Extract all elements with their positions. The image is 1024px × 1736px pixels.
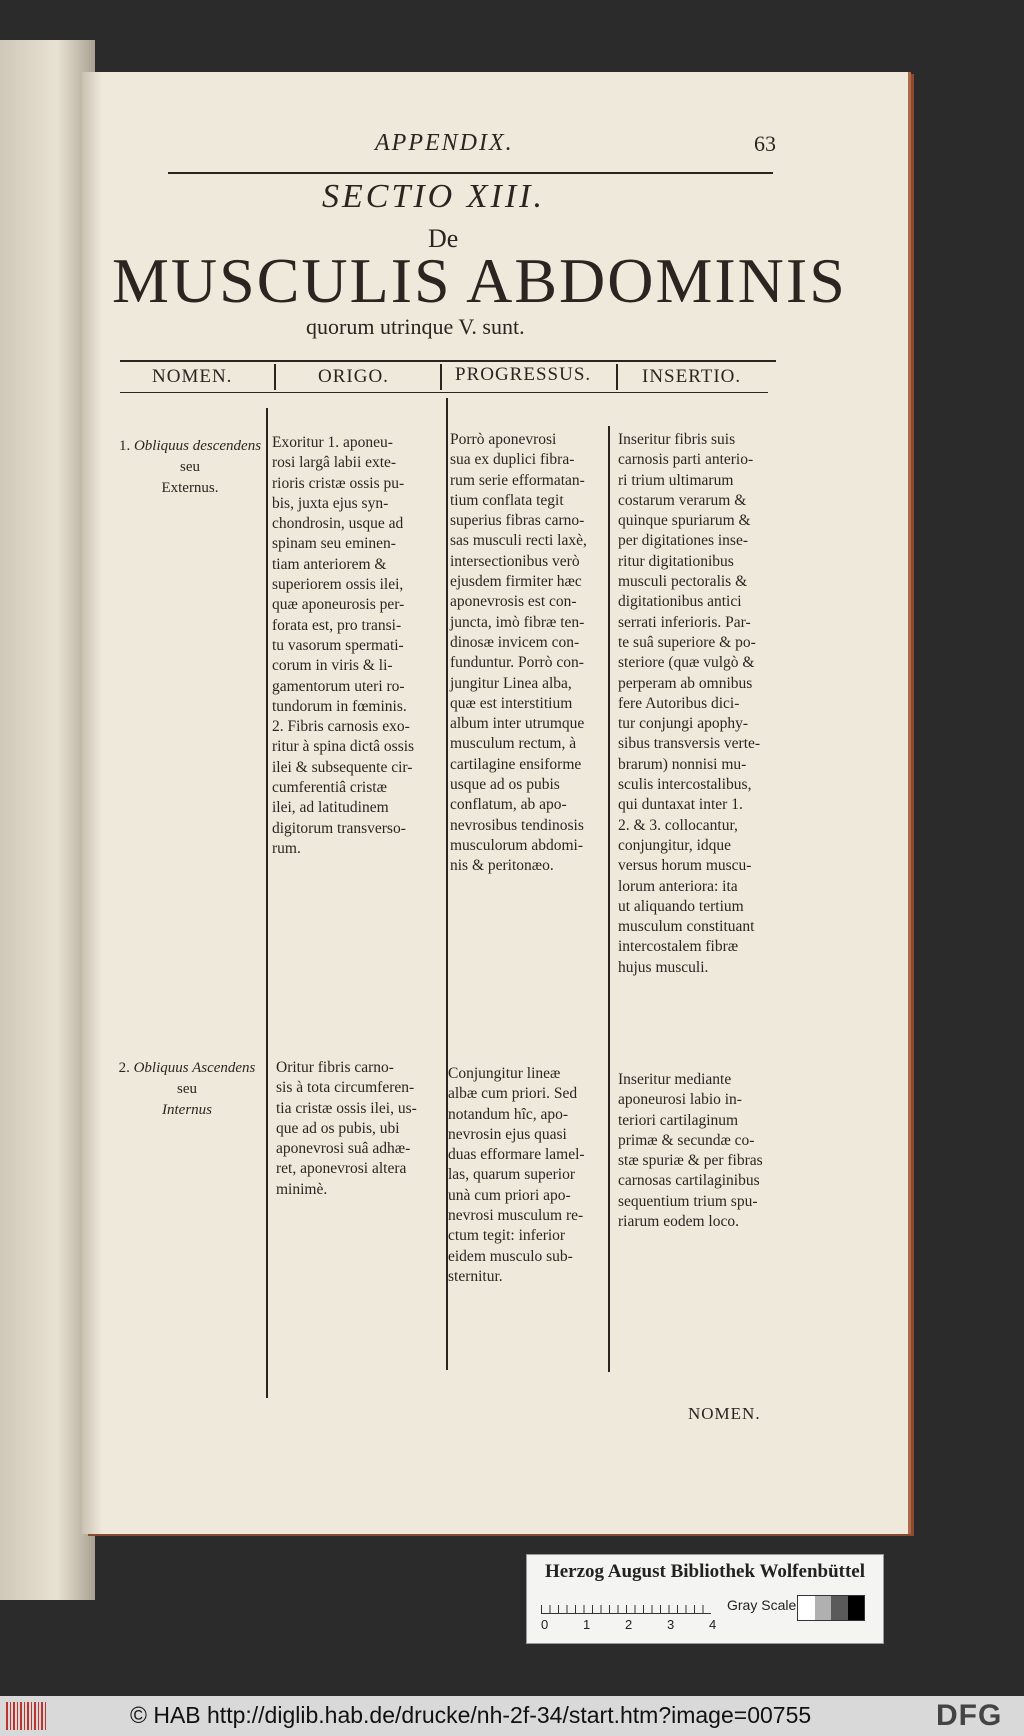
left-page-edge: [0, 40, 95, 1600]
library-name: Herzog August Bibliothek Wolfenbüttel: [544, 1561, 866, 1582]
gray-patch: [848, 1596, 865, 1620]
origo-cell: Exoritur 1. aponeu- rosi largâ labii exte- rioris cristæ ossis pu- bis, juxta ejus syn- chondrosin, usque ad spinam seu eminen- tiam anteriorem & superiorem ossis ilei, quæ aponeurosis per- forata est, pro transi- tu vasorum spermati- corum in viris & li- gamentorum uteri ro- tundorum in fœminis. 2. Fibris carnosis exo- ritur à spina dictâ ossis ilei & subsequente cir- cumferentiâ cristæ ilei, ad latitudinem digitorum transverso- rum.: [272, 434, 415, 857]
row-number: 2.: [118, 1060, 130, 1076]
muscle-name-seu: seu: [180, 459, 200, 475]
muscle-name: Obliquus descendens: [133, 438, 262, 454]
row-number: 1.: [118, 438, 131, 454]
table-top-rule: [120, 360, 776, 362]
running-title: APPENDIX.: [375, 130, 514, 156]
gray-patch: [798, 1596, 815, 1620]
footer-bar: [0, 1696, 1024, 1736]
scale-ruler: [541, 1595, 711, 1614]
insertio-cell: Inseritur fibris suis carnosis parti anterio- ri trium ultimarum costarum verarum & quinque spuriarum & per digitationes inse- ritur digitationibus musculi pectoralis & digitationibus antici serrati inferioris. Par- te suâ superiore & po- steriore (quæ vulgò & perperam ab omnibus fere Autoribus dici- tur conjungi apophy- sibus transversis verte- brarum) nonnisi mu- sculis intercostalibus, qui duntaxat inter 1. 2. & 3. collocantur, conjungitur, idque versus horum muscu- lorum anteriora: ita ut aliquando tertium musculum constituant intercostalem fibræ hujus musculi.: [618, 431, 761, 976]
gray-patch: [831, 1596, 848, 1620]
column-divider: [608, 426, 610, 1372]
header-divider: [274, 364, 276, 390]
title-de: De: [428, 224, 459, 253]
progressus-cell: Conjungitur lineæ albæ cum priori. Sed notandum hîc, apo- nevrosin ejus quasi duas efformare lamel- las, quarum superior unà cum priori apo- nevrosi musculum re- ctum tegit: inferior eidem musculo sub- sternitur.: [448, 1065, 585, 1285]
header-divider: [440, 364, 442, 390]
ruler-tick: 2: [625, 1617, 633, 1632]
gray-scale-label: Gray Scale: [727, 1597, 797, 1613]
column-header-origo: ORIGO.: [318, 366, 389, 387]
muscle-name-seu: seu: [177, 1081, 197, 1097]
muscle-alt-name: Internus: [162, 1102, 212, 1118]
column-header-nomen: NOMEN.: [152, 366, 233, 387]
column-header-progressus: PROGRESSUS.: [455, 364, 592, 385]
progressus-cell: Porrò aponevrosi sua ex duplici fibra- rum serie efformatan- tium conflata tegit superius fibras carno- sas musculi recti laxè, intersectionibus verò ejusdem firmiter hæc aponevrosis est con- juncta, imò fibræ ten- dinosæ invicem con- funduntur. Porrò con- jungitur Linea alba, quæ est interstitium album inter utrumque musculum rectum, à cartilagine ensiforme usque ad os pubis conflatum, ab apo- nevrosibus tendinosis musculorum abdomi- nis & peritonæo.: [450, 431, 587, 875]
catchword: NOMEN.: [688, 1404, 761, 1423]
insertio-cell: Inseritur mediante aponeurosi labio in- teriori cartilaginum primæ & secundæ co- stæ spuriæ & per fibras carnosas cartilaginibus sequentium trium spu- riarum eodem loco.: [618, 1071, 763, 1231]
source-citation[interactable]: © HAB http://diglib.hab.de/drucke/nh-2f-34/start.htm?image=00755: [130, 1702, 812, 1728]
header-rule: [168, 172, 773, 174]
section-heading: SECTIO XIII.: [322, 178, 545, 215]
ruler-tick: 0: [541, 1617, 549, 1632]
muscle-alt-name: Externus.: [161, 480, 219, 496]
page-gutter: [82, 72, 102, 1534]
column-header-insertio: INSERTIO.: [642, 366, 742, 387]
column-divider: [266, 408, 268, 1398]
page-number: 63: [754, 131, 776, 156]
ruler-tick: 3: [667, 1617, 675, 1632]
header-divider: [616, 364, 618, 390]
table-row: [102, 1058, 272, 1121]
gray-scale-bar: [797, 1595, 865, 1621]
ruler-tick: 1: [583, 1617, 591, 1632]
table-header-rule: [120, 392, 768, 393]
table-row: [110, 436, 270, 499]
muscle-name: Obliquus Ascendens: [133, 1060, 256, 1076]
dfg-logo: DFG: [936, 1699, 1003, 1732]
gray-patch: [815, 1596, 832, 1620]
page-subtitle: quorum utrinque V. sunt.: [306, 314, 525, 339]
library-stamp: [526, 1554, 884, 1644]
barcode-icon: [6, 1702, 46, 1730]
page-title: MUSCULIS ABDOMINIS: [112, 245, 847, 316]
ruler-tick: 4: [709, 1617, 717, 1632]
origo-cell: Oritur fibris carno- sis à tota circumferen- tia cristæ ossis ilei, us- que ad os pubis, ubi aponevrosi suâ adhæ- ret, aponevrosi altera minimè.: [276, 1059, 417, 1198]
